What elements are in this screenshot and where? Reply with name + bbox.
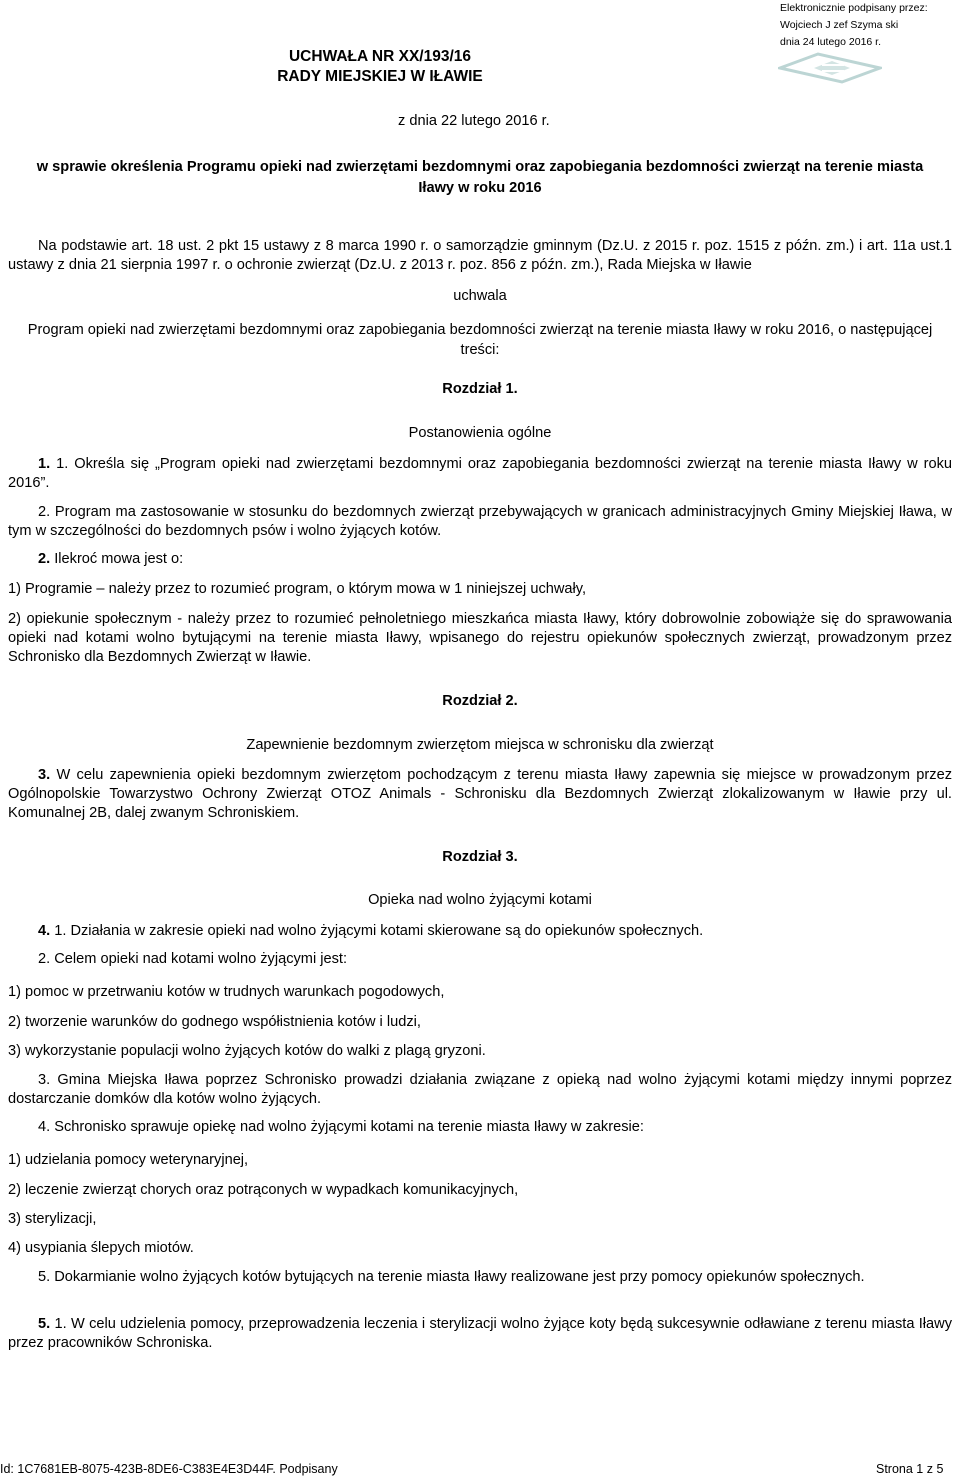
signature-block	[780, 0, 928, 51]
list-item: 3) wykorzystanie populacji wolno żyjących kotów do walki z plagą gryzoni.	[8, 1043, 486, 1059]
section-4-number: 4.	[38, 923, 51, 939]
page-number: Strona 1 z 5	[876, 1462, 944, 1476]
section-1-number: 1.	[38, 456, 51, 472]
section-4-paragraph-5: 5. Dokarmianie wolno żyjących kotów bytujących na terenie miasta Iławy realizowane jest przy pomocy opiekunów społecznych.	[38, 1269, 865, 1285]
definition-item-2: 2) opiekunie społecznym - należy przez to rozumieć pełnoletniego mieszkańca miasta Iławy, który dobrowolnie zobowiąże się do sprawowania opieki nad kotami wolno bytującymi na terenie miasta Iławy, wpisanego do rejestru opiekunów społecznych zwierząt, prowadzonym przez Schronisko dla Bezdomnych Zwierząt w Iławie.	[8, 611, 952, 665]
section-5-number: 5.	[38, 1316, 51, 1332]
list-item: 1) pomoc w przetrwaniu kotów w trudnych warunkach pogodowych,	[8, 984, 445, 1000]
resolution-subject: w sprawie określenia Programu opieki nad zwierzętami bezdomnymi oraz zapobiegania bezdomności zwierząt na terenie miasta Iławy w roku 2016	[36, 159, 924, 196]
chapter-3-title: Opieka nad wolno żyjącymi kotami	[368, 892, 592, 908]
signature-date: dnia 24 lutego 2016 r.	[780, 36, 882, 48]
list-item: 3) sterylizacji,	[8, 1211, 97, 1227]
resolution-date: z dnia 22 lutego 2016 r.	[398, 113, 550, 129]
chapter-2-label: Rozdział 2.	[442, 693, 518, 709]
section-3	[8, 766, 952, 823]
section-5-paragraph-1	[8, 1315, 952, 1353]
section-4-paragraph-1	[8, 922, 952, 941]
paragraph-number: 2.	[38, 504, 51, 520]
section-4-paragraph-3: 3. Gmina Miejska Iława poprzez Schronisko prowadzi działania związane z opieką nad wolno żyjącymi kotami między innymi poprzez dostarczanie domków dla kotów wolno żyjących.	[8, 1072, 952, 1107]
section-2-intro-text: Ilekroć mowa jest o:	[54, 551, 184, 567]
section-3-text: W celu zapewnienia opieki bezdomnym zwierzętom pochodzącym z terenu miasta Iławy zapewnia się miejsce w prowadzonym przez Ogólnopolskie Towarzystwo Ochrony Zwierząt OTOZ Animals - Schronisku dla Bezdomnych Zwierząt zlokalizowanym w Iławie przy ul. Komunalnej 2B, dalej zwanym Schroniskiem.	[8, 767, 952, 821]
list-item: 2) tworzenie warunków do godnego współistnienia kotów i ludzi,	[8, 1014, 421, 1030]
paragraph-text: Określa się „Program opieki nad zwierzętami bezdomnymi oraz zapobiegania bezdomności zwierząt na terenie miasta Iławy w roku 2016”.	[8, 456, 953, 491]
list-item: 4) usypiania ślepych miotów.	[8, 1240, 194, 1256]
section-4-paragraph-4: 4. Schronisko sprawuje opiekę nad wolno żyjącymi kotami na terenie miasta Iławy w zakresie:	[38, 1119, 644, 1135]
paragraph-text: 1. Działania w zakresie opieki nad wolno żyjącymi kotami skierowane są do opiekunów społecznych.	[54, 923, 704, 939]
signature-stamp-icon	[778, 52, 882, 84]
document-id: Id: 1C7681EB-8075-423B-8DE6-C383E4E3D44F. Podpisany	[0, 1462, 338, 1476]
section-4-paragraph-2: 2. Celem opieki nad kotami wolno żyjącymi jest:	[38, 951, 348, 967]
list-item: 1) udzielania pomocy weterynaryjnej,	[8, 1152, 249, 1168]
chapter-2-title: Zapewnienie bezdomnym zwierzętom miejsca w schronisku dla zwierząt	[246, 737, 714, 753]
paragraph-number: 1.	[56, 456, 69, 472]
paragraph-text: Program ma zastosowanie w stosunku do bezdomnych zwierząt przebywających w granicach administracyjnych Gminy Miejskiej Iława, w tym w szczególności do bezdomnych psów i wolno żyjących kotów.	[8, 504, 953, 539]
section-3-number: 3.	[38, 767, 51, 783]
signature-heading: Elektronicznie podpisany przez:	[780, 2, 928, 14]
signature-name: Wojciech J zef Szyma ski	[780, 19, 899, 31]
chapter-1-label: Rozdział 1.	[442, 381, 518, 397]
resolution-number: UCHWAŁA NR XX/193/16	[288, 48, 472, 65]
resolves-word: uchwala	[453, 288, 507, 304]
preamble: Na podstawie art. 18 ust. 2 pkt 15 ustawy z 8 marca 1990 r. o samorządzie gminnym (Dz.U. z 2015 r. poz. 1515 z późn. zm.) i art. 11a ust.1 ustawy z dnia 21 sierpnia 1997 r. o ochronie zwierząt (Dz.U. z 2013 r. poz. 856 z późn. zm.), Rada Miejska w Iławie	[8, 238, 952, 273]
paragraph-text: 1. W celu udzielenia pomocy, przeprowadzenia leczenia i sterylizacji wolno żyjące koty będą sukcesywnie odławiane z terenu miasta Iławy przez pracowników Schroniska.	[8, 1316, 953, 1351]
chapter-1-title: Postanowienia ogólne	[408, 425, 552, 441]
council-name: RADY MIEJSKIEJ W IŁAWIE	[277, 68, 483, 85]
definition-item-1: 1) Programie – należy przez to rozumieć program, o którym mowa w 1 niniejszej uchwały,	[8, 581, 587, 597]
section-2-number: 2.	[38, 551, 51, 567]
section-1-paragraph-1	[8, 455, 952, 493]
chapter-3-label: Rozdział 3.	[442, 849, 518, 865]
list-item: 2) leczenie zwierząt chorych oraz potrąconych w wypadkach komunikacyjnych,	[8, 1182, 519, 1198]
program-intro: Program opieki nad zwierzętami bezdomnymi oraz zapobiegania bezdomności zwierząt na terenie miasta Iławy w roku 2016, o następującej treści:	[27, 322, 933, 358]
section-1-paragraph-2	[8, 503, 952, 541]
section-2-intro	[8, 550, 952, 569]
